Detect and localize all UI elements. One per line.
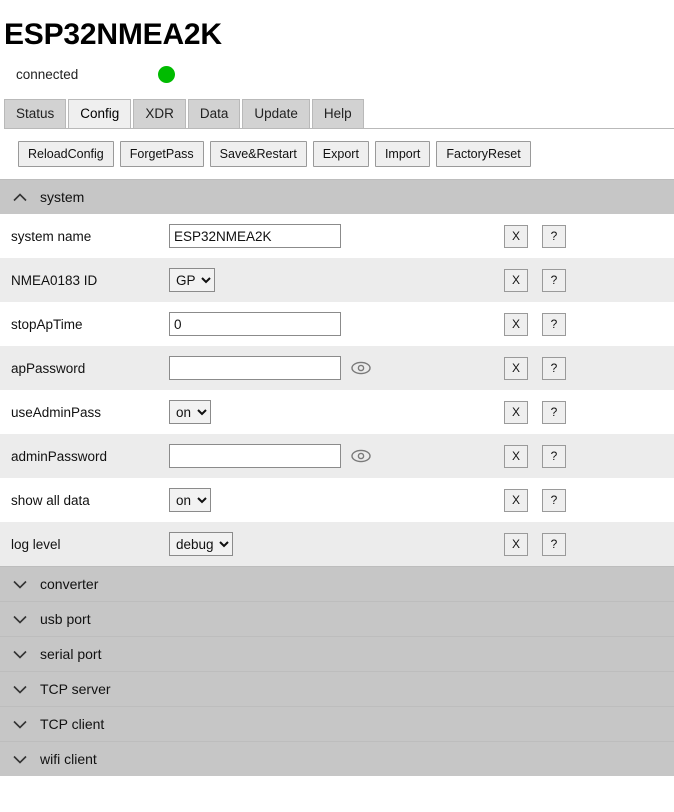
import-button[interactable]: Import [375,141,430,167]
page-title: ESP32NMEA2K [4,18,222,51]
tab-config[interactable]: Config [68,99,131,128]
useadminpass-select[interactable] [169,400,211,424]
section-label: wifi client [40,751,97,767]
section-header-tcp-client[interactable] [0,706,674,741]
config-row-label: log level [11,536,61,552]
tab-update[interactable]: Update [242,99,310,128]
tab-xdr[interactable]: XDR [133,99,186,128]
connection-status-row [0,64,674,84]
config-row [0,434,674,478]
config-row [0,214,674,258]
config-row-label: useAdminPass [11,404,102,420]
show-all-data-select[interactable] [169,488,211,512]
config-row-control [169,356,674,380]
forgetpass-button[interactable]: ForgetPass [120,141,204,167]
config-row-control [169,444,674,468]
export-button[interactable]: Export [313,141,369,167]
config-row-label: show all data [11,492,90,508]
section-header-tcp-server[interactable] [0,671,674,706]
chevron-down-icon [0,717,40,732]
section-label: system [40,189,85,205]
chevron-up-icon [0,190,40,205]
section-header-usb-port[interactable] [0,601,674,636]
config-row-actions [504,313,566,336]
tab-help[interactable]: Help [312,99,364,128]
help-button[interactable]: ? [542,401,566,424]
config-row-label: NMEA0183 ID [11,272,98,288]
config-row-actions [504,401,566,424]
config-row [0,346,674,390]
config-row-actions [504,489,566,512]
reset-value-button[interactable]: X [504,401,528,424]
chevron-down-icon [0,577,40,592]
section-label: serial port [40,646,102,662]
reset-value-button[interactable]: X [504,489,528,512]
section-label: TCP server [40,681,111,697]
config-row [0,478,674,522]
chevron-down-icon [0,682,40,697]
section-label: converter [40,576,99,592]
factoryreset-button[interactable]: FactoryReset [436,141,530,167]
config-row-actions [504,357,566,380]
reset-value-button[interactable]: X [504,269,528,292]
config-row-label: stopApTime [11,316,83,332]
reset-value-button[interactable]: X [504,533,528,556]
config-row-actions [504,225,566,248]
help-button[interactable]: ? [542,445,566,468]
help-button[interactable]: ? [542,313,566,336]
config-row-label: adminPassword [11,448,108,464]
nmea0183-id-select[interactable] [169,268,215,292]
reset-value-button[interactable]: X [504,445,528,468]
eye-icon[interactable] [351,449,371,463]
config-toolbar [0,129,674,179]
config-row [0,302,674,346]
config-row-control [169,224,674,248]
config-row-actions [504,269,566,292]
help-button[interactable]: ? [542,489,566,512]
section-label: usb port [40,611,91,627]
config-sections [0,179,674,776]
chevron-down-icon [0,752,40,767]
connection-status-label: connected [16,66,79,82]
tab-status[interactable]: Status [4,99,66,128]
config-row-control [169,268,674,292]
config-row [0,258,674,302]
adminpassword-input[interactable] [169,444,341,468]
config-row-label: apPassword [11,360,86,376]
section-header-converter[interactable] [0,566,674,601]
save-restart-button[interactable]: Save&Restart [210,141,307,167]
eye-icon[interactable] [351,361,371,375]
config-row-control [169,400,674,424]
tab-bar [4,98,674,129]
section-header-wifi-client[interactable] [0,741,674,776]
config-row [0,390,674,434]
chevron-down-icon [0,647,40,662]
reset-value-button[interactable]: X [504,357,528,380]
help-button[interactable]: ? [542,357,566,380]
tab-data[interactable]: Data [188,99,241,128]
appassword-input[interactable] [169,356,341,380]
help-button[interactable]: ? [542,533,566,556]
config-row-control [169,312,674,336]
reset-value-button[interactable]: X [504,313,528,336]
section-header-system[interactable] [0,179,674,214]
system-name-input[interactable] [169,224,341,248]
config-row-control [169,532,674,556]
help-button[interactable]: ? [542,225,566,248]
config-row-control [169,488,674,512]
help-button[interactable]: ? [542,269,566,292]
log-level-select[interactable] [169,532,233,556]
config-row [0,522,674,566]
chevron-down-icon [0,612,40,627]
config-row-actions [504,445,566,468]
section-label: TCP client [40,716,105,732]
connection-status-led [158,66,175,83]
config-row-label: system name [11,228,92,244]
section-header-serial-port[interactable] [0,636,674,671]
reset-value-button[interactable]: X [504,225,528,248]
stopaptime-input[interactable] [169,312,341,336]
config-row-actions [504,533,566,556]
reloadconfig-button[interactable]: ReloadConfig [18,141,114,167]
